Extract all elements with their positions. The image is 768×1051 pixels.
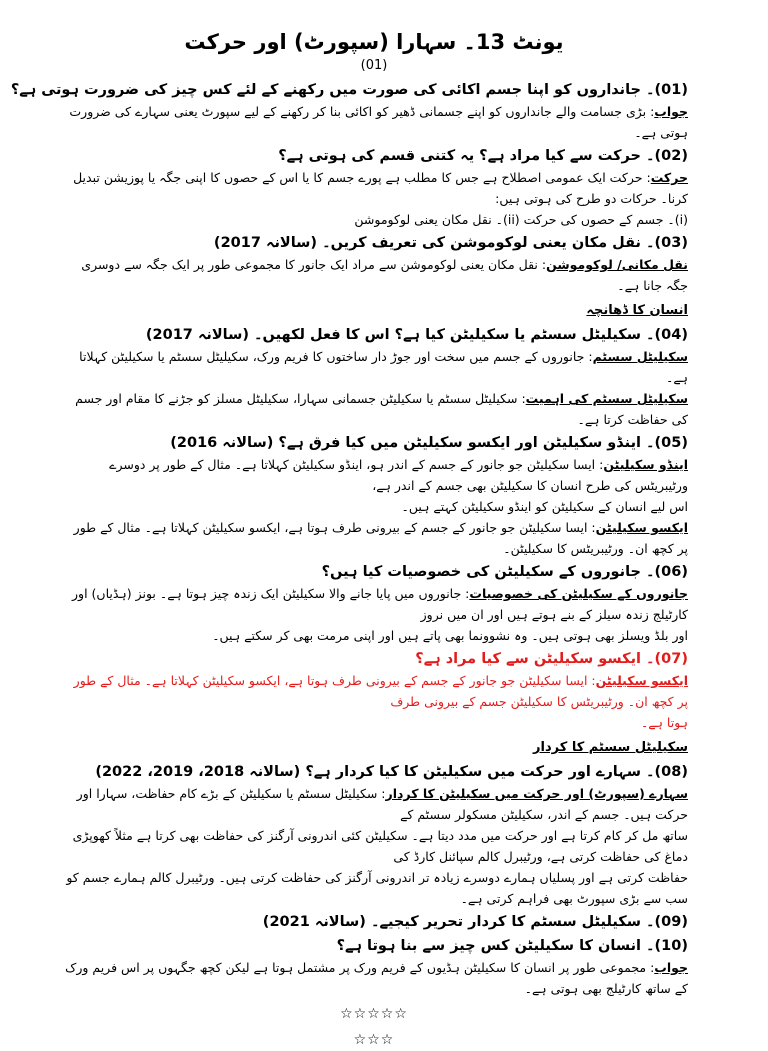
answer-text <box>60 867 688 909</box>
answer-text <box>60 496 688 517</box>
question-heading: (04)۔ سکیلیٹل سسٹم یا سکیلیٹن کیا ہے؟ اس کا فعل لکھیں۔ (سالانہ 2017) <box>145 327 688 343</box>
question-heading: (08)۔ سہارے اور حرکت میں سکیلیٹن کا کیا کردار ہے؟ (سالانہ 2018، 2019، 2022) <box>95 764 688 780</box>
answer-body: ہوتا ہے۔ <box>640 715 688 730</box>
answer-text <box>60 583 688 625</box>
stars-divider-1: ☆☆☆☆☆ <box>340 1006 408 1022</box>
answer-text <box>60 825 688 867</box>
answer-text <box>60 346 688 388</box>
question-heading: (02)۔ حرکت سے کیا مراد ہے؟ یہ کتنی قسم کی ہوتی ہے؟ <box>278 148 688 164</box>
answer-body: : نقل مکان یعنی لوکوموشن سے مراد ایک جانور کا مجموعی طور پر ایک جگہ سے دوسری جگہ جانا ہے۔ <box>81 257 688 293</box>
question-heading: (10)۔ انسان کا سکیلیٹن کس چیز سے بنا ہوتا ہے؟ <box>336 938 688 954</box>
question-heading: (01)۔ جانداروں کو اپنا جسم اکائی کی صورت میں رکھنے کے لئے کس چیز کی ضرورت ہوتی ہے؟ <box>10 82 688 98</box>
answer-label: سکیلیٹل سسٹم کی اہمیت <box>525 391 688 406</box>
answer-text <box>60 167 688 209</box>
page-title: یونٹ 13۔ سہارا (سپورٹ) اور حرکت <box>184 30 564 54</box>
answer-body: : ایسا سکیلیٹن جو جانور کے جسم کے بیرونی طرف ہوتا ہے، ایکسو سکیلیٹن کہلاتا ہے۔ مثال کے طور پر کچھ ان۔ ورٹیبریٹس کا سکیلیٹن جسم کے بیرونی طرف <box>73 673 688 709</box>
question-heading: (03)۔ نقل مکان یعنی لوکوموشن کی تعریف کریں۔ (سالانہ 2017) <box>213 235 688 251</box>
answer-text <box>60 388 688 430</box>
document-body <box>10 79 688 999</box>
stars-divider-2: ☆☆☆ <box>353 1032 395 1048</box>
answer-body: اس لیے انسان کے سکیلیٹن کو اینڈو سکیلیٹن کہتے ہیں۔ <box>401 499 688 514</box>
answer-text <box>60 454 688 496</box>
answer-body: حفاظت کرتی ہے اور پسلیاں ہمارے دوسرے زیادہ تر اندرونی آرگنز کی حفاظت کرتی ہیں۔ ورٹیبرل کالم ہمارے جسم کو سب سے بڑی سپورٹ بھی فراہم کرتی ہے۔ <box>66 870 688 906</box>
answer-label: سہارے (سپورٹ) اور حرکت میں سکیلیٹن کا کردار <box>385 786 688 801</box>
section-heading: سکیلیٹل سسٹم کا کردار <box>533 740 688 755</box>
answer-label: جواب <box>654 104 688 119</box>
answer-body: : جانوروں میں پایا جانے والا سکیلیٹن ایک زندہ چیز ہوتا ہے۔ بونز (ہڈیاں) اور کارٹیلج زندہ سیلز کے بنے ہوتے ہیں اور ان میں نروز <box>72 586 688 622</box>
answer-text <box>60 957 688 999</box>
answer-body: : سکیلیٹل سسٹم یا سکیلیٹن جسمانی سہارا، سکیلیٹل مسلز کو جڑنے کا مقام اور جسم کی حفاظت کرتا ہے۔ <box>75 391 688 427</box>
answer-body: : جانوروں کے جسم میں سخت اور جوڑ دار ساختوں کا فریم ورک، سکیلیٹل سسٹم یا سکیلیٹن کہلاتا ہے۔ <box>79 349 688 385</box>
answer-label: نقل مکانی/ لوکوموشن <box>546 257 688 272</box>
answer-body: : ایسا سکیلیٹن جو جانور کے جسم کے اندر ہو، اینڈو سکیلیٹن کہلاتا ہے۔ مثال کے طور پر دوسرے ورٹیبریٹس کی طرح انسان کا سکیلیٹن بھی جسم کے اندر ہے، <box>109 457 688 493</box>
question-heading: (05)۔ اینڈو سکیلیٹن اور ایکسو سکیلیٹن میں کیا فرق ہے؟ (سالانہ 2016) <box>170 435 688 451</box>
answer-text <box>60 101 688 143</box>
answer-label: سکیلیٹل سسٹم <box>592 349 688 364</box>
answer-body: : بڑی جسامت والے جانداروں کو اپنے جسمانی ڈھیر کو اکائی بنا کر رکھنے کے لیے سپورٹ یعنی سہارے کی ضرورت ہوتی ہے۔ <box>69 104 688 140</box>
answer-text <box>60 712 688 733</box>
answer-text <box>60 670 688 712</box>
answer-label: ایکسو سکیلیٹن <box>595 520 688 535</box>
answer-label: اینڈو سکیلیٹن <box>603 457 688 472</box>
answer-body: : سکیلیٹل سسٹم یا سکیلیٹن کے بڑے کام حفاظت، سہارا اور حرکت ہیں۔ جسم کے اندر، سکیلیٹن مسکولر سسٹم کے <box>76 786 688 822</box>
page-number: (01) <box>360 58 388 73</box>
answer-text <box>60 625 688 646</box>
question-heading: (07)۔ ایکسو سکیلیٹن سے کیا مراد ہے؟ <box>415 651 688 667</box>
answer-body: ساتھ مل کر کام کرتا ہے اور حرکت میں مدد دیتا ہے۔ سکیلیٹن کئی اندرونی آرگنز کی حفاظت بھی کرتا ہے مثلاً کھوپڑی دماغ کی حفاظت کرتی ہے، ورٹیبرل کالم سپائنل کارڈ کی <box>72 828 688 864</box>
answer-label: جانوروں کے سکیلیٹن کی خصوصیات <box>469 586 688 601</box>
document-page <box>10 30 688 1051</box>
answer-body: : ایسا سکیلیٹن جو جانور کے جسم کے بیرونی طرف ہوتا ہے، ایکسو سکیلیٹن کہلاتا ہے۔ مثال کے طور پر کچھ ان۔ ورٹیبریٹس کا سکیلیٹن۔ <box>73 520 688 556</box>
answer-body: اور بلڈ ویسلز بھی ہوتی ہیں۔ وہ نشوونما بھی پاتے ہیں اور اپنی مرمت بھی کر سکتے ہیں۔ <box>212 628 688 643</box>
answer-text <box>60 517 688 559</box>
answer-body: : حرکت ایک عمومی اصطلاح ہے جس کا مطلب ہے پورے جسم کا یا اس کے حصوں کا اپنی جگہ یا پوزیشن تبدیل کرنا۔ حرکات دو طرح کی ہوتی ہیں: <box>73 170 688 206</box>
answer-label: ایکسو سکیلیٹن <box>595 673 688 688</box>
section-heading: انسان کا ڈھانچہ <box>586 303 688 318</box>
answer-text <box>60 209 688 230</box>
answer-text <box>60 783 688 825</box>
answer-label: جواب <box>654 960 688 975</box>
answer-body: : مجموعی طور پر انسان کا سکیلیٹن ہڈیوں کے فریم ورک پر مشتمل ہوتا ہے لیکن کچھ جگہوں پر اس فریم ورک کے ساتھ کارٹیلج بھی ہوتی ہے۔ <box>65 960 688 996</box>
answer-body: (i)۔ جسم کے حصوں کی حرکت (ii)۔ نقل مکان یعنی لوکوموشن <box>354 212 688 227</box>
question-heading: (06)۔ جانوروں کے سکیلیٹن کی خصوصیات کیا ہیں؟ <box>321 564 688 580</box>
question-heading: (09)۔ سکیلیٹل سسٹم کا کردار تحریر کیجیے۔ (سالانہ 2021) <box>262 914 688 930</box>
answer-text <box>60 254 688 296</box>
answer-label: حرکت <box>650 170 688 185</box>
